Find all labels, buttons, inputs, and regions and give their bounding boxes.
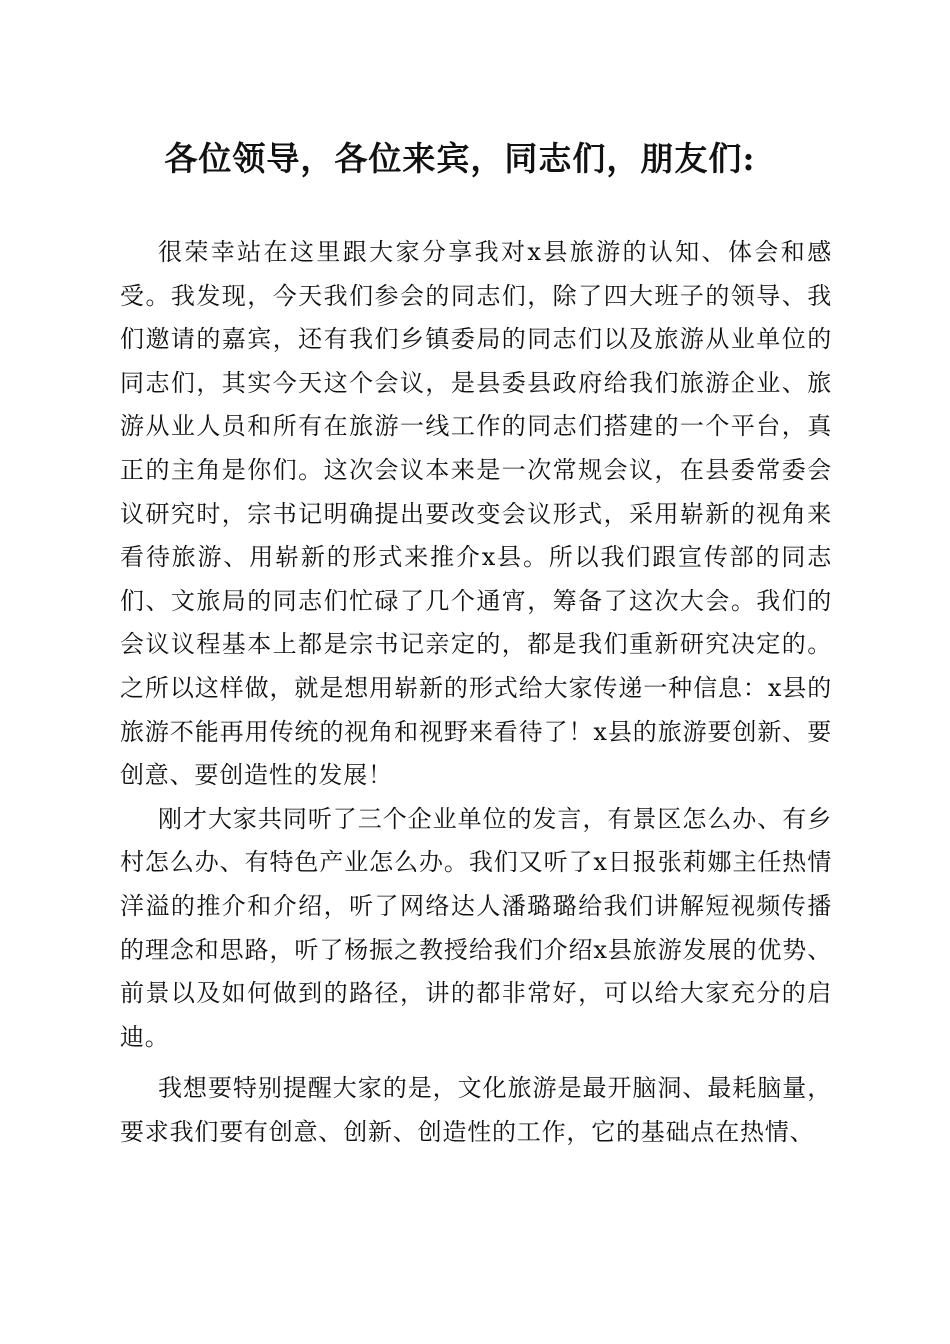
document-body (120, 231, 832, 1154)
paragraph-1: 很荣幸站在这里跟大家分享我对x县旅游的认知、体会和感受。我发现，今天我们参会的同志们，除了四大班子的领导、我们邀请的嘉宾，还有我们乡镇委局的同志们以及旅游从业单位的同志们，其实今天这个会议，是县委县政府给我们旅游企业、旅游从业人员和所有在旅游一线工作的同志们搭建的一个平台，真正的主角是你们。这次会议本来是一次常规会议，在县委常委会议研究时，宗书记明确提出要改变会议形式，采用崭新的视角来看待旅游、用崭新的形式来推介x县。所以我们跟宣传部的同志们、文旅局的同志们忙碌了几个通宵，筹备了这次大会。我们的会议议程基本上都是宗书记亲定的，都是我们重新研究决定的。之所以这样做，就是想用崭新的形式给大家传递一种信息：x县的旅游不能再用传统的视角和视野来看待了！x县的旅游要创新、要创意、要创造性的发展！ (120, 238, 832, 790)
paragraph-2: 刚才大家共同听了三个企业单位的发言，有景区怎么办、有乡村怎么办、有特色产业怎么办。我们又听了x日报张莉娜主任热情洋溢的推介和介绍，听了网络达人潘璐璐给我们讲解短视频传播的理念和思路，听了杨振之教授给我们介绍x县旅游发展的优势、前景以及如何做到的路径，讲的都非常好，可以给大家充分的启迪。 (120, 804, 832, 1051)
paragraph-3: 我想要特别提醒大家的是，文化旅游是最开脑洞、最耗脑量，要求我们要有创意、创新、创造性的工作，它的基础点在热情、 (120, 1074, 832, 1146)
document-title: 各位领导，各位来宾，同志们，朋友们: (164, 139, 756, 178)
